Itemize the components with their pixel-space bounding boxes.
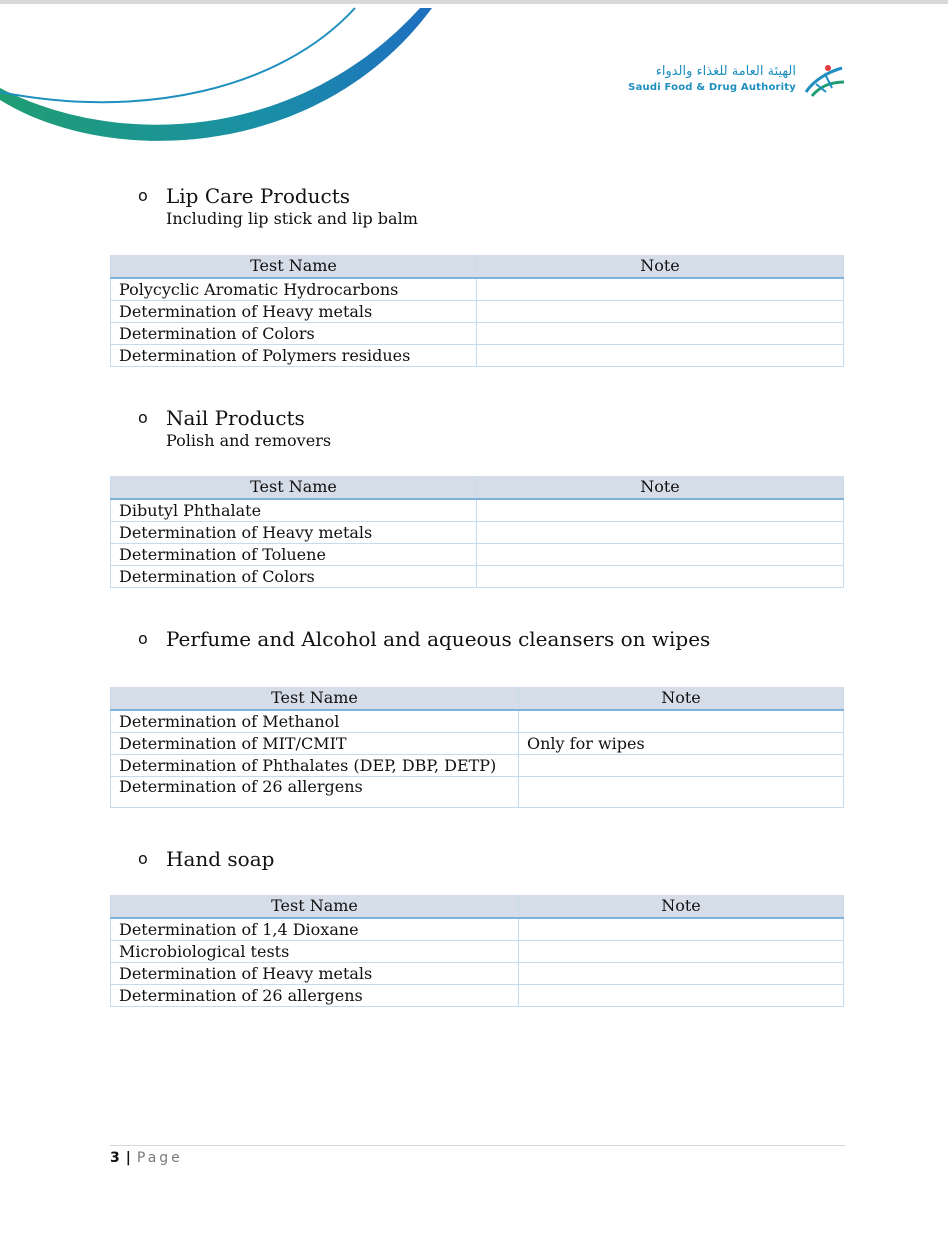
logo-arabic-text: الهيئة العامة للغذاء والدواء — [655, 64, 796, 79]
note-cell — [519, 985, 844, 1007]
table-row — [111, 301, 844, 323]
sfda-emblem-icon — [802, 62, 846, 98]
table-header-row — [111, 687, 844, 710]
column-header: Note — [477, 255, 844, 278]
note-cell — [519, 777, 844, 808]
test-name-cell: Determination of Colors — [111, 566, 477, 588]
test-name-cell: Determination of Polymers residues — [111, 345, 477, 367]
column-header: Test Name — [111, 476, 477, 499]
test-name-cell: Determination of MIT/CMIT — [111, 733, 519, 755]
note-cell — [519, 918, 844, 941]
note-cell — [519, 941, 844, 963]
column-header: Note — [477, 476, 844, 499]
column-header: Note — [519, 687, 844, 710]
note-cell — [477, 323, 844, 345]
section-subtitle: Polish and removers — [166, 431, 332, 450]
perfume-alcohol-table — [110, 687, 844, 808]
page-label: Page — [136, 1150, 183, 1166]
note-cell — [477, 278, 844, 301]
note-cell — [477, 544, 844, 566]
table-row — [111, 985, 844, 1007]
sfda-logo — [628, 62, 846, 102]
nail-products-table — [110, 476, 844, 588]
note-cell — [477, 522, 844, 544]
header-swoosh-graphic — [0, 0, 460, 160]
test-name-cell: Dibutyl Phthalate — [111, 499, 477, 522]
bullet-icon: o — [138, 186, 148, 205]
section-title: Hand soap — [166, 847, 275, 871]
test-name-cell: Determination of Colors — [111, 323, 477, 345]
note-cell — [519, 710, 844, 733]
table-row — [111, 544, 844, 566]
note-cell — [519, 963, 844, 985]
test-name-cell: Microbiological tests — [111, 941, 519, 963]
section-title: Perfume and Alcohol and aqueous cleansers on wipes — [166, 627, 711, 651]
footer-divider — [110, 1145, 845, 1146]
note-cell — [519, 755, 844, 777]
bullet-icon: o — [138, 629, 148, 648]
table-row — [111, 733, 844, 755]
column-header: Test Name — [111, 895, 519, 918]
hand-soap-table — [110, 895, 844, 1007]
test-name-cell: Determination of Heavy metals — [111, 522, 477, 544]
test-name-cell: Determination of Heavy metals — [111, 301, 477, 323]
bullet-icon: o — [138, 849, 148, 868]
test-name-cell: Polycyclic Aromatic Hydrocarbons — [111, 278, 477, 301]
test-name-cell: Determination of 26 allergens — [111, 985, 519, 1007]
section-title: Lip Care Products — [166, 184, 351, 208]
note-cell — [477, 345, 844, 367]
note-cell: Only for wipes — [519, 733, 844, 755]
lip-care-table — [110, 255, 844, 367]
note-cell — [477, 499, 844, 522]
column-header: Note — [519, 895, 844, 918]
table-row — [111, 323, 844, 345]
table-row — [111, 710, 844, 733]
table-row — [111, 522, 844, 544]
column-header: Test Name — [111, 687, 519, 710]
logo-english-text: Saudi Food & Drug Authority — [628, 82, 796, 93]
column-header: Test Name — [111, 255, 477, 278]
bullet-icon: o — [138, 408, 148, 427]
table-row — [111, 963, 844, 985]
table-row — [111, 918, 844, 941]
test-name-cell: Determination of Toluene — [111, 544, 477, 566]
table-header-row — [111, 895, 844, 918]
test-name-cell: Determination of 26 allergens — [111, 777, 519, 808]
page-number: 3 — [110, 1150, 120, 1166]
note-cell — [477, 301, 844, 323]
test-name-cell: Determination of 1,4 Dioxane — [111, 918, 519, 941]
table-header-row — [111, 476, 844, 499]
table-row — [111, 777, 844, 808]
table-row — [111, 755, 844, 777]
table-row — [111, 278, 844, 301]
test-name-cell: Determination of Heavy metals — [111, 963, 519, 985]
test-name-cell: Determination of Methanol — [111, 710, 519, 733]
table-row — [111, 566, 844, 588]
section-title: Nail Products — [166, 406, 305, 430]
page-footer — [110, 1150, 183, 1166]
table-row — [111, 941, 844, 963]
note-cell — [477, 566, 844, 588]
table-row — [111, 499, 844, 522]
footer-separator: | — [125, 1150, 131, 1166]
test-name-cell: Determination of Phthalates (DEP, DBP, DETP) — [111, 755, 519, 777]
table-row — [111, 345, 844, 367]
table-header-row — [111, 255, 844, 278]
section-subtitle: Including lip stick and lip balm — [166, 209, 418, 228]
